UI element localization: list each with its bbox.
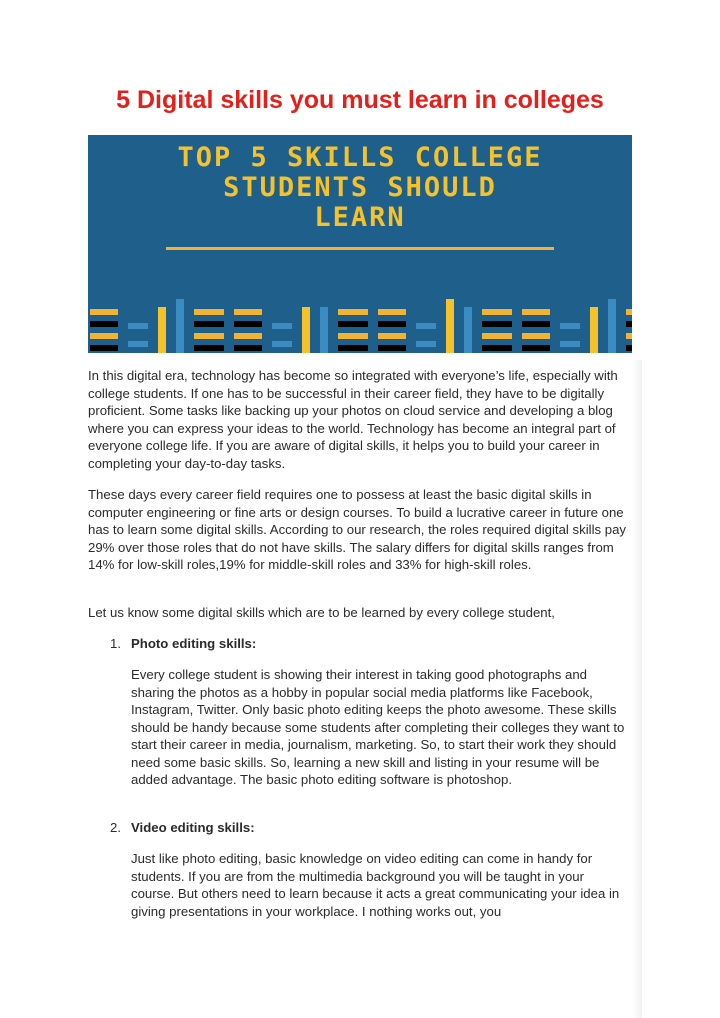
book-bar bbox=[272, 341, 292, 347]
book-bar bbox=[626, 345, 632, 351]
book-bar bbox=[128, 323, 148, 329]
book-bar bbox=[194, 321, 224, 327]
book-bar bbox=[194, 333, 224, 339]
book-bar bbox=[158, 307, 166, 353]
intro-paragraph: In this digital era, technology has become so integrated with everyone’s life, especially with college students. If one has to be successful in their career field, they have to be digitally proficient. Some tasks like backing up your photos on cloud service and developing a blog where you can express your ideas to the world. Technology has become an integral part of everyone college life. If you are aware of digital skills, it helps you to build your career in completing your day-to-day tasks. bbox=[88, 368, 618, 471]
book-bar bbox=[482, 333, 512, 339]
list-number: 1. bbox=[110, 636, 121, 651]
book-bar bbox=[626, 309, 632, 315]
book-bar bbox=[522, 309, 550, 315]
book-bar bbox=[338, 309, 368, 315]
book-bar bbox=[378, 309, 406, 315]
book-bar bbox=[194, 309, 224, 315]
book-bar bbox=[626, 333, 632, 339]
book-bar bbox=[338, 321, 368, 327]
book-bar bbox=[272, 323, 292, 329]
book-bar bbox=[560, 341, 580, 347]
book-bar bbox=[378, 321, 406, 327]
book-bar bbox=[90, 309, 118, 315]
book-bar bbox=[560, 323, 580, 329]
book-bar bbox=[90, 345, 118, 351]
book-bar bbox=[234, 345, 262, 351]
skill-body-photo: Every college student is showing their interest in taking good photographs and sharing the photos as a hobby in popular social media platforms like Facebook, Instagram, Twitter. Only basic photo editing keeps the photo awesome. These skills should be handy because some students after completing their colleges they want to start their career in media, journalism, marketing. So, to start their work they should need some basic skills. So, learning a new skill and listing in your resume will be added advantage. The basic photo editing software is photoshop. bbox=[131, 667, 625, 787]
book-bar bbox=[234, 309, 262, 315]
book-bar bbox=[338, 333, 368, 339]
book-bar bbox=[302, 307, 310, 353]
book-bar bbox=[590, 307, 598, 353]
research-paragraph: These days every career field requires one to possess at least the basic digital skills in computer engineering or fine arts or design courses. To build a lucrative career in future one has to learn some digital skills. According to our research, the roles required digital skills pay 29% over those roles that do not have skills. The salary differs for digital skills ranges from 14% for low-skill roles,19% for middle-skill roles and 33% for high-skill roles. bbox=[88, 487, 627, 572]
book-bars-graphic bbox=[88, 293, 632, 353]
lead-in-paragraph: Let us know some digital skills which are to be learned by every college student, bbox=[88, 605, 555, 620]
book-bar bbox=[338, 345, 368, 351]
banner-image bbox=[88, 135, 632, 353]
skill-heading-photo: Photo editing skills: bbox=[131, 636, 257, 651]
book-bar bbox=[522, 345, 550, 351]
book-bar bbox=[320, 307, 328, 353]
book-bar bbox=[194, 345, 224, 351]
book-bar bbox=[234, 321, 262, 327]
page-title: 5 Digital skills you must learn in colleges bbox=[116, 86, 604, 114]
book-bar bbox=[482, 321, 512, 327]
book-bar bbox=[522, 321, 550, 327]
page-edge-shadow bbox=[632, 360, 642, 1018]
book-bar bbox=[378, 333, 406, 339]
book-bar bbox=[626, 321, 632, 327]
book-bar bbox=[464, 307, 472, 353]
book-bar bbox=[378, 345, 406, 351]
banner-heading: TOP 5 SKILLS COLLEGE STUDENTS SHOULD LEARN bbox=[177, 142, 543, 233]
book-bar bbox=[522, 333, 550, 339]
book-bar bbox=[482, 345, 512, 351]
skill-body-video: Just like photo editing, basic knowledge on video editing can come in handy for students. If you are from the multimedia background you will be taught in your course. But others need to learn because it acts a great communicating your idea in giving presentations in your workplace. I nothing works out, you bbox=[131, 851, 620, 919]
book-bar bbox=[90, 333, 118, 339]
list-number: 2. bbox=[110, 820, 121, 835]
book-bar bbox=[416, 323, 436, 329]
skill-heading-video: Video editing skills: bbox=[131, 820, 255, 835]
book-bar bbox=[608, 299, 616, 353]
book-bar bbox=[128, 341, 148, 347]
book-bar bbox=[416, 341, 436, 347]
book-bar bbox=[176, 299, 184, 353]
book-bar bbox=[234, 333, 262, 339]
banner-divider bbox=[166, 247, 554, 250]
book-bar bbox=[446, 299, 454, 353]
book-bar bbox=[90, 321, 118, 327]
book-bar bbox=[482, 309, 512, 315]
